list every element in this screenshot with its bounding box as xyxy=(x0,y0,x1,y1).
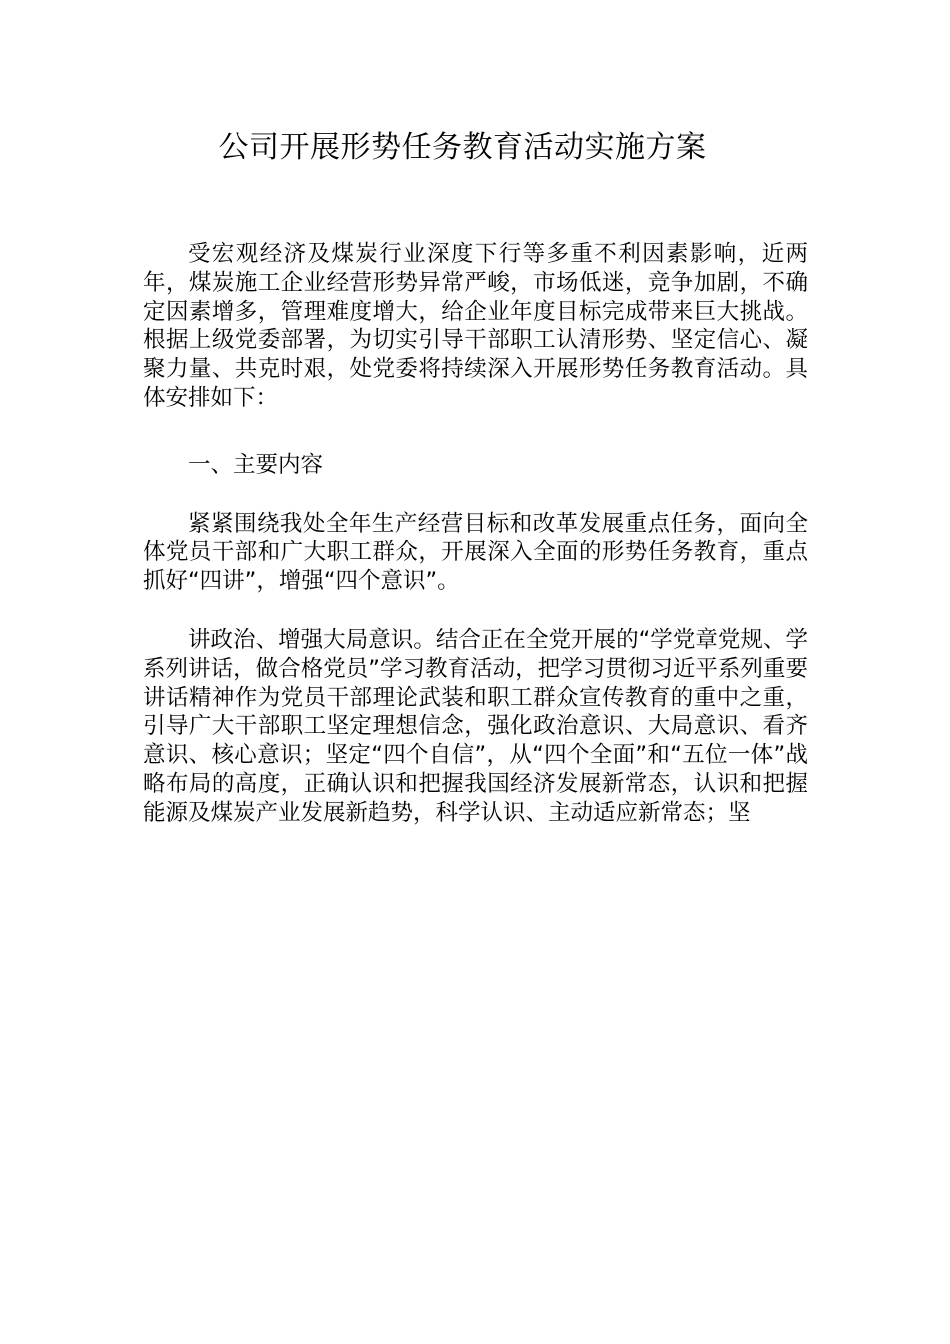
document-title: 公司开展形势任务教育活动实施方案 xyxy=(218,130,707,165)
paragraph-politics: 讲政治、增强大局意识。结合正在全党开展的“学党章党规、学系列讲话，做合格党员”学习教育活动，把学习贯彻习近平系列重要讲话精神作为党员干部理论武装和职工群众宣传教育的重中之重，引导广大干部职工坚定理想信念，强化政治意识、大局意识、看齐意识、核心意识；坚定“四个自信”，从“四个全面”和“五位一体”战略布局的高度，正确认识和把握我国经济发展新常态，认识和把握能源及煤炭产业发展新趋势，科学认识、主动适应新常态；坚 xyxy=(143,626,808,826)
document-body xyxy=(143,240,808,828)
section-heading-main-content: 一、主要内容 xyxy=(188,451,324,478)
paragraph-intro: 受宏观经济及煤炭行业深度下行等多重不利因素影响，近两年，煤炭施工企业经营形势异常严峻，市场低迷，竞争加剧，不确定因素增多，管理难度增大，给企业年度目标完成带来巨大挑战。根据上级党委部署，为切实引导干部职工认清形势、坚定信心、凝聚力量、共克时艰，处党委将持续深入开展形势任务教育活动。具体安排如下： xyxy=(143,241,808,411)
paragraph-main-content: 紧紧围绕我处全年生产经营目标和改革发展重点任务，面向全体党员干部和广大职工群众，开展深入全面的形势任务教育，重点抓好“四讲”，增强“四个意识”。 xyxy=(143,510,808,595)
